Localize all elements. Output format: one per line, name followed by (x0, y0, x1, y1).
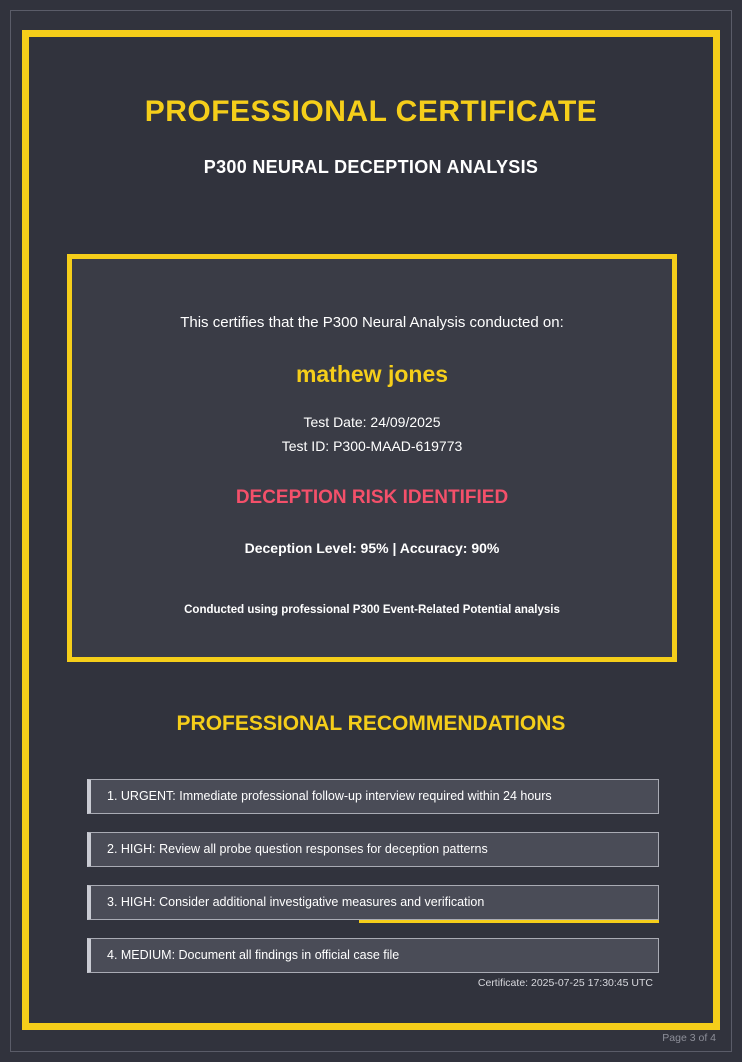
list-item: 1. URGENT: Immediate professional follow-up interview required within 24 hours (87, 779, 659, 814)
deception-levels: Deception Level: 95% | Accuracy: 90% (244, 540, 500, 556)
recommendations-heading: PROFESSIONAL RECOMMENDATIONS (176, 712, 566, 735)
certifies-statement: This certifies that the P300 Neural Analysis conducted on: (180, 314, 564, 331)
page-number: Page 3 of 4 (662, 1032, 716, 1044)
certificate-subtitle: P300 NEURAL DECEPTION ANALYSIS (203, 157, 539, 177)
certificate-border (22, 30, 720, 1030)
recommendations-list (87, 779, 659, 991)
certificate-timestamp: Certificate: 2025-07-25 17:30:45 UTC (477, 977, 653, 989)
certificate-detail-box (67, 254, 677, 662)
list-item: 4. MEDIUM: Document all findings in official case file (87, 938, 659, 973)
analysis-method-note: Conducted using professional P300 Event-Related Potential analysis (184, 604, 560, 616)
certificate-content (29, 37, 713, 1023)
test-date: Test Date: 24/09/2025 (303, 414, 441, 430)
subject-name: mathew jones (295, 361, 449, 387)
certificate-title: PROFESSIONAL CERTIFICATE (144, 95, 598, 128)
test-id: Test ID: P300-MAAD-619773 (281, 438, 463, 454)
deception-risk-status: DECEPTION RISK IDENTIFIED (235, 487, 509, 508)
list-item: 2. HIGH: Review all probe question responses for deception patterns (87, 832, 659, 867)
list-item: 3. HIGH: Consider additional investigative measures and verification (87, 885, 659, 920)
accent-divider (359, 920, 659, 923)
